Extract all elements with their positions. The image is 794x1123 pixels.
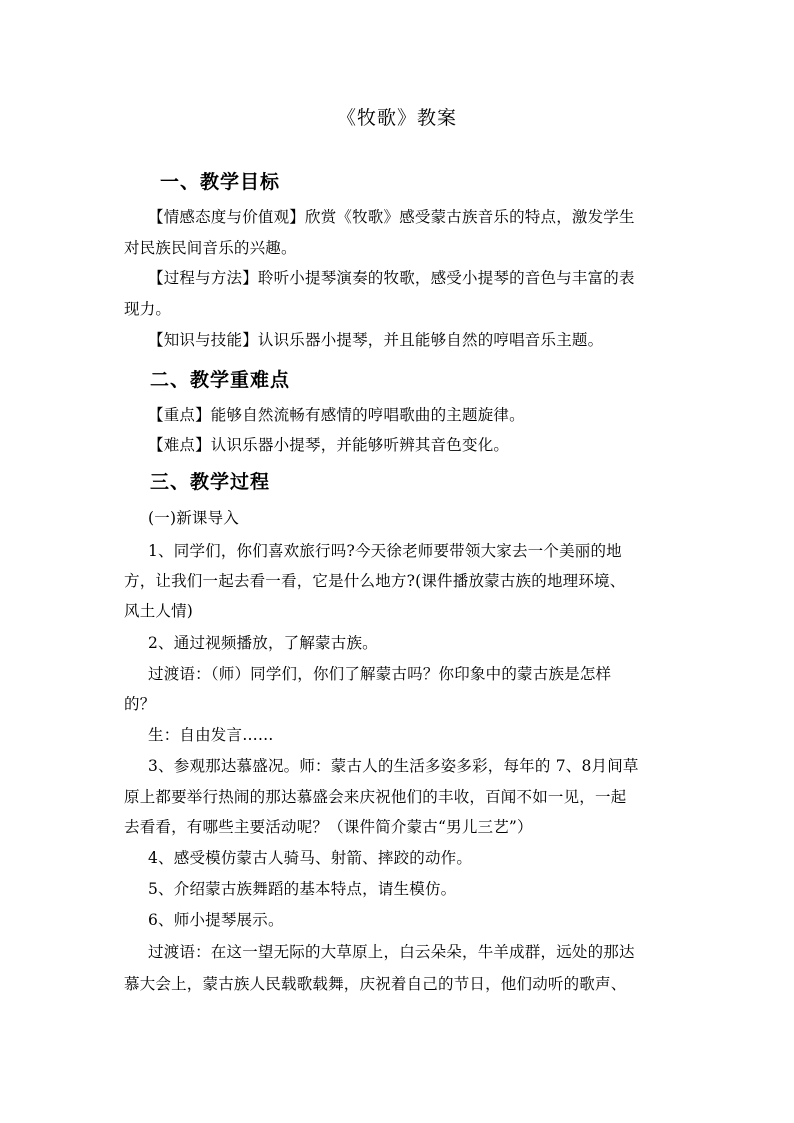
paragraph-line: 6、师小提琴展示。: [148, 911, 284, 929]
paragraph-line: 【重点】能够自然流畅有感情的哼唱歌曲的主题旋律。: [148, 406, 525, 424]
paragraph-line: 过渡语：在这一望无际的大草原上，白云朵朵，牛羊成群，远处的那达: [148, 943, 635, 961]
paragraph-line: 的？: [124, 695, 156, 713]
section-heading-process: 三、教学过程: [150, 471, 271, 493]
paragraph-line: 原上都要举行热闹的那达慕盛会来庆祝他们的丰收，百闻不如一见，一起: [124, 788, 627, 806]
paragraph-line: 1、同学们，你们喜欢旅行吗?今天徐老师要带领大家去一个美丽的地: [148, 542, 622, 560]
paragraph-line: 慕大会上，蒙古族人民载歌载舞，庆祝着自己的节日，他们动听的歌声、: [124, 975, 627, 993]
paragraph-line: 去看看，有哪些主要活动呢？（课件简介蒙古“男儿三艺”）: [124, 818, 533, 836]
paragraph-line: 生：自由发言……: [148, 726, 274, 744]
paragraph-line: 【情感态度与价值观】欣赏《牧歌》感受蒙古族音乐的特点，激发学生: [148, 208, 635, 226]
paragraph-line: 2、通过视频播放，了解蒙古族。: [148, 634, 378, 652]
paragraph-line: 风土人情): [124, 602, 194, 620]
paragraph-line: 过渡语：（师）同学们，你们了解蒙古吗？你印象中的蒙古族是怎样: [148, 665, 612, 683]
paragraph-line: 【过程与方法】聆听小提琴演奏的牧歌，感受小提琴的音色与丰富的表: [148, 269, 635, 287]
paragraph-line: 方，让我们一起去看一看，它是什么地方?(课件播放蒙古族的地理环境、: [124, 572, 626, 590]
document-title: 《牧歌》教案: [336, 107, 457, 129]
paragraph-line: 3、参观那达慕盛况。师：蒙古人的生活多姿多彩，每年的 7、8月间草: [148, 757, 639, 775]
paragraph-line: (一)新课导入: [148, 509, 239, 527]
paragraph-line: 现力。: [124, 300, 172, 318]
paragraph-line: 5、介绍蒙古族舞蹈的基本特点，请生模仿。: [148, 880, 457, 898]
paragraph-line: 对民族民间音乐的兴趣。: [124, 239, 297, 257]
paragraph-line: 4、感受模仿蒙古人骑马、射箭、摔跤的动作。: [148, 849, 473, 867]
section-heading-objectives: 一、教学目标: [160, 171, 281, 193]
paragraph-line: 【知识与技能】认识乐器小提琴，并且能够自然的哼唱音乐主题。: [148, 331, 604, 349]
section-heading-key-points: 二、教学重难点: [150, 369, 291, 391]
paragraph-line: 【难点】认识乐器小提琴，并能够听辨其音色变化。: [148, 436, 510, 454]
